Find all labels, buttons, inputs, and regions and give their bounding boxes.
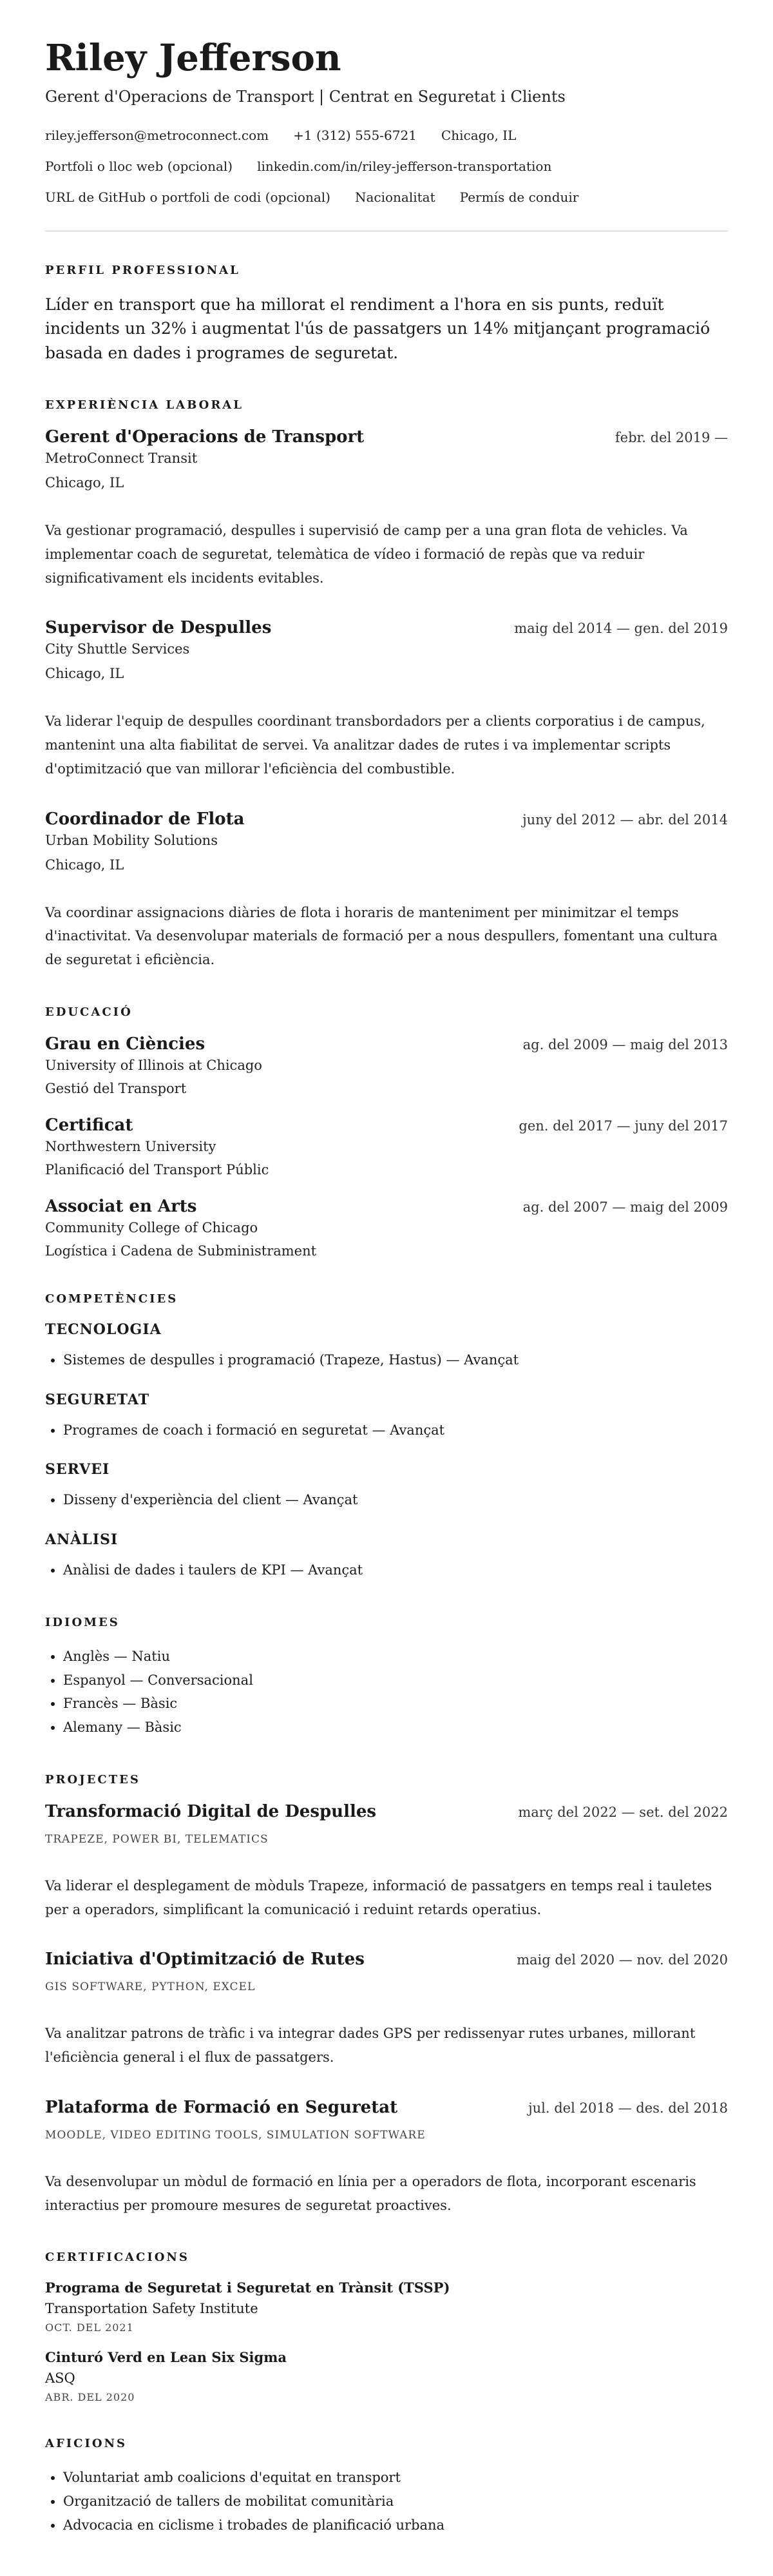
certification-entry xyxy=(45,2349,728,2403)
project-description: Va liderar el desplegament de mòduls Trapeze, informació de passatgers en temps real i tauletes per a operadors, simplificant la comunicació i reduint retards operatius. xyxy=(45,1877,712,1917)
school-name: Northwestern University xyxy=(45,1138,216,1154)
skill-list xyxy=(45,1558,728,1582)
project-name: Transformació Digital de Despulles xyxy=(45,1801,377,1821)
project-description: Va analitzar patrons de tràfic i va integrar dades GPS per redissenyar rutes urbanes, millorant l'eficiència general i el flux de passatgers. xyxy=(45,2026,696,2066)
language-item: • Anglès — Natiu xyxy=(63,1645,728,1669)
skill-item: • Programes de coach i formació en seguretat — Avançat xyxy=(63,1419,728,1442)
skill-category: SERVEI xyxy=(45,1461,110,1478)
profile-summary: Líder en transport que ha millorat el rendiment a l'hora en sis punts, reduït incidents un 32% i augmentat l'ús de passatgers un 14% mitjançant programació basada en dades i programes de seguretat. xyxy=(45,295,711,362)
resume-name: Riley Jefferson xyxy=(45,37,341,79)
languages-section xyxy=(45,1616,728,1739)
project-description: Va desenvolupar un mòdul de formació en línia per a operadors de flota, incorporant escenaris interactius per promoure mesures de seguretat proactives. xyxy=(45,2173,696,2213)
contact-driving-license: Permís de conduir xyxy=(459,189,579,205)
contact-phone[interactable]: +1 (312) 555-6721 xyxy=(293,127,417,143)
degree-dates: ag. del 2007 — maig del 2009 xyxy=(522,1199,728,1215)
project-entry xyxy=(45,1802,728,1922)
project-tags: TRAPEZE, POWER BI, TELEMATICS xyxy=(45,1832,269,1846)
contact-location: Chicago, IL xyxy=(441,127,517,143)
certification-date: OCT. DEL 2021 xyxy=(45,2321,134,2334)
contact-portfolio[interactable]: Portfoli o lloc web (opcional) xyxy=(45,158,233,174)
education-section xyxy=(45,1005,728,1259)
contact-row-3 xyxy=(45,189,728,205)
skill-category: ANÀLISI xyxy=(45,1531,119,1549)
school-name: University of Illinois at Chicago xyxy=(45,1057,262,1073)
education-entry xyxy=(45,1197,728,1259)
contact-nationality: Nacionalitat xyxy=(354,189,435,205)
job-description: Va gestionar programació, despulles i supervisió de camp per a una gran flota de vehicles. Va implementar coach de seguretat, telemàtica de vídeo i formació de repàs que va reduir significativament els incidents evitables. xyxy=(45,523,688,586)
skill-list xyxy=(45,1488,728,1512)
interests-section xyxy=(45,2437,728,2537)
experience-entry xyxy=(45,427,728,590)
experience-entry xyxy=(45,809,728,972)
skill-item: • Disseny d'experiència del client — Avançat xyxy=(63,1488,728,1512)
job-dates: juny del 2012 — abr. del 2014 xyxy=(522,811,728,828)
job-company: MetroConnect Transit xyxy=(45,450,198,467)
interest-item: • Organització de tallers de mobilitat comunitària xyxy=(63,2490,728,2513)
degree-title: Grau en Ciències xyxy=(45,1034,205,1054)
degree-dates: gen. del 2017 — juny del 2017 xyxy=(519,1118,728,1134)
degree-title: Certificat xyxy=(45,1115,133,1135)
job-company: Urban Mobility Solutions xyxy=(45,832,218,848)
experience-title: EXPERIÈNCIA LABORAL xyxy=(45,398,243,412)
job-location: Chicago, IL xyxy=(45,666,124,682)
project-entry xyxy=(45,1950,728,2069)
job-description: Va coordinar assignacions diàries de flota i horaris de manteniment per minimitzar el temps d'inactivitat. Va desenvolupar materials de formació per a nous despullers, fomentant una cultura de seguretat i eficiència. xyxy=(45,904,718,968)
contact-github[interactable]: URL de GitHub o portfoli de codi (opcional) xyxy=(45,189,330,205)
job-title: Coordinador de Flota xyxy=(45,809,245,829)
languages-title: IDIOMES xyxy=(45,1615,120,1629)
certification-issuer: Transportation Safety Institute xyxy=(45,2301,258,2317)
project-name: Plataforma de Formació en Seguretat xyxy=(45,2097,398,2117)
certification-issuer: ASQ xyxy=(45,2370,75,2387)
job-company: City Shuttle Services xyxy=(45,641,190,657)
skill-category: TECNOLOGIA xyxy=(45,1321,162,1338)
skills-title: COMPETÈNCIES xyxy=(45,1292,178,1306)
projects-section xyxy=(45,1773,728,2218)
skill-list xyxy=(45,1419,728,1442)
skill-list xyxy=(45,1348,728,1372)
job-dates: febr. del 2019 — xyxy=(615,430,728,446)
experience-entry xyxy=(45,618,728,780)
project-name: Iniciativa d'Optimització de Rutes xyxy=(45,1950,365,1970)
degree-field: Planificació del Transport Públic xyxy=(45,1161,269,1177)
interest-item: • Voluntariat amb coalicions d'equitat en transport xyxy=(63,2466,728,2490)
education-title: EDUCACIÓ xyxy=(45,1005,133,1019)
certifications-title: CERTIFICACIONS xyxy=(45,2251,189,2265)
skills-section xyxy=(45,1292,728,1582)
language-item: • Espanyol — Conversacional xyxy=(63,1669,728,1692)
skill-item: • Sistemes de despulles i programació (Trapeze, Hastus) — Avançat xyxy=(63,1348,728,1372)
language-list xyxy=(45,1645,728,1739)
skill-category: SEGURETAT xyxy=(45,1391,150,1408)
certification-date: ABR. DEL 2020 xyxy=(45,2391,135,2404)
project-dates: maig del 2020 — nov. del 2020 xyxy=(517,1952,728,1968)
project-tags: GIS SOFTWARE, PYTHON, EXCEL xyxy=(45,1980,256,1994)
job-dates: maig del 2014 — gen. del 2019 xyxy=(514,621,728,637)
job-description: Va liderar l'equip de despulles coordinant transbordadors per a clients corporatius i de campus, mantenint una alta fiabilitat de servei. Va analitzar dades de rutes i va implementar scripts d'optimització que van millorar l'eficiència del combustible. xyxy=(45,713,705,777)
interests-title: AFICIONS xyxy=(45,2437,128,2451)
contact-row-1 xyxy=(45,128,728,143)
contact-linkedin[interactable]: linkedin.com/in/riley-jefferson-transportation xyxy=(257,158,552,174)
contact-email[interactable]: riley.jefferson@metroconnect.com xyxy=(45,127,269,143)
education-entry xyxy=(45,1116,728,1177)
project-entry xyxy=(45,2098,728,2218)
certifications-section xyxy=(45,2251,728,2403)
project-dates: jul. del 2018 — des. del 2018 xyxy=(528,2100,728,2116)
job-location: Chicago, IL xyxy=(45,857,124,873)
education-entry xyxy=(45,1034,728,1096)
degree-field: Gestió del Transport xyxy=(45,1080,187,1096)
profile-title: PERFIL PROFESSIONAL xyxy=(45,263,240,277)
skill-item: • Anàlisi de dades i taulers de KPI — Avançat xyxy=(63,1558,728,1582)
job-location: Chicago, IL xyxy=(45,475,124,491)
degree-dates: ag. del 2009 — maig del 2013 xyxy=(522,1036,728,1052)
certification-name: Programa de Seguretat i Seguretat en Trànsit (TSSP) xyxy=(45,2280,450,2296)
profile-section xyxy=(45,264,728,365)
job-title: Supervisor de Despulles xyxy=(45,618,272,638)
degree-field: Logística i Cadena de Subministrament xyxy=(45,1243,317,1259)
projects-title: PROJECTES xyxy=(45,1772,140,1787)
job-title: Gerent d'Operacions de Transport xyxy=(45,427,365,447)
experience-section xyxy=(45,398,728,972)
project-dates: març del 2022 — set. del 2022 xyxy=(518,1804,728,1820)
interest-item: • Advocacia en ciclisme i trobades de planificació urbana xyxy=(63,2513,728,2537)
interest-list xyxy=(45,2466,728,2537)
certification-entry xyxy=(45,2280,728,2334)
degree-title: Associat en Arts xyxy=(45,1196,197,1216)
school-name: Community College of Chicago xyxy=(45,1219,258,1235)
resume-subtitle: Gerent d'Operacions de Transport | Centrat en Seguretat i Clients xyxy=(45,87,566,106)
language-item: • Alemany — Bàsic xyxy=(63,1716,728,1739)
language-item: • Francès — Bàsic xyxy=(63,1692,728,1716)
project-tags: MOODLE, VIDEO EDITING TOOLS, SIMULATION SOFTWARE xyxy=(45,2128,426,2142)
contact-row-2 xyxy=(45,159,728,174)
certification-name: Cinturó Verd en Lean Six Sigma xyxy=(45,2349,287,2366)
